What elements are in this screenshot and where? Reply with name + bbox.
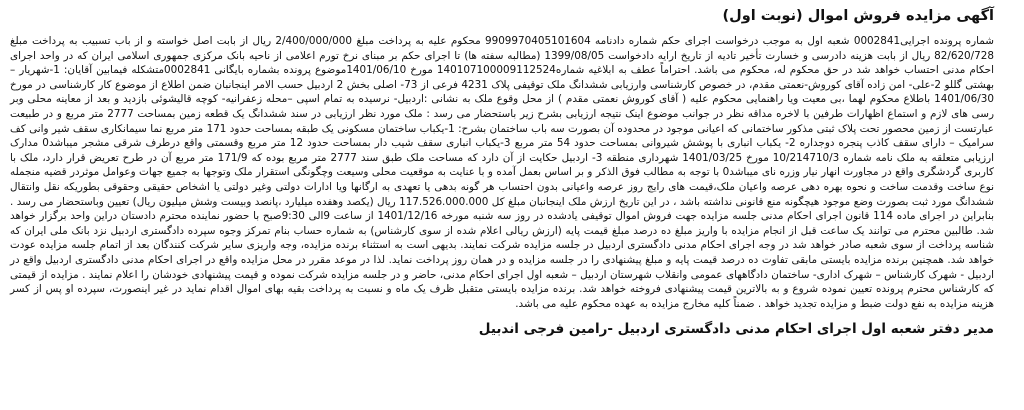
notice-signature: مدیر دفتر شعبه اول اجرای احکام مدنی دادگستری اردبیل -رامین فرجی اندبیل bbox=[478, 321, 994, 338]
notice-title: آگهی مزایده فروش اموال (نوبت اول) bbox=[722, 8, 994, 24]
notice-body: شماره پرونده اجرایی0002841 شعبه اول به موجب درخواست اجرای حکم شماره دادنامه 9909970405101604 محکوم علیه به پرداخت مبلغ 2/400/000/000 ریال از بابت اصل خواسته و از باب تسبیب به پرداخت مبلغ 82/620/728 ریال از بابت هزینه دادرسی و خسارت تأخیر تادیه از تاریخ ارایه دادخواست 1399/08/05 (مطالبه سفته ها) تا اجرای حکم بر مبنای نرخ تورم اعلامی از ناحیه بانک مرکزی جمهوری اسلامی ایران که در واحد اجرای احکام مدنی احتساب خواهد شد در حق محکوم له، محکوم می باشد. احتراماً عطف به ابلاغیه شماره140107100009112524 مورخ 1401/06/10موضوع پرونده بشماره بایگانی 0002841متشکله فیمابین آقایان: 1-شهریار – بهشتی گللو 2-علی- امن زاده آقای کوروش-نعمتی مقدم، در خصوص کارشناسی وارزیابی ششدانگ ملک توقیفی پلاک 4231 فرعی از 73- اصلی بخش 2 اردبیل حسب الامر اینجانبان ضمن اطلاع از موضوع کار کارشناسی در مورخ 1401/06/30 باطلاع محکوم لهما ،بی معیت ویا راهنمایی محکوم علیه ( آقای کوروش نعمتی مقدم ) از محل وقوع ملک به نشانی :اردبیل- نرسیده به تمام اسپی –محله زعفرانیه- کوچه قالیشوئی بازدید و بعد از معاینه محلی وبر رسی های لازم و استماع اظهارات طرفین با لاخره مداقه نظر در جوانب موضوع اینک نتیجه ارزیابی بشرح زیر باستحضار می رسد : ملک مورد نظر ارزیابی در سند ششدانگ یک قطعه زمین بمساحت 2777 متر مربع و در طبیعت عبارتست از زمین محصور تحت پلاک ثبتی مذکور ساختمانی که اعیانی موجود در محدوده آن بصورت سه باب ساختمان بشرح: 1-یکباب ساختمان مسکونی یک طبقه بمساحت حدود 171 متر مربع نما سیمانکاری سقف شیر وانی کف سرامیک – دارای سقف کاذب پنجره دوجداره 2- یکباب انباری با پوشش شیروانی بمساحت حدود 54 متر مربع 3-یکباب انباری سقف شیب دار بمساحت حدود 12 متر مربع وقسمتی واقع درطرف شرقی مشجر میباشد0 مدارک ارزیابی متعلقه به ملک نامه شماره 10/214710/3 مورخ 1401/03/25 شهرداری منطقه 3- اردبیل حکایت از آن دارد که مساحت ملک طبق سند 2777 متر مربع بوده که 171/9 متر مربع آن در طرح تعریض قرار دارد، ملک با کاربری گردشگری واقع در مجاورت انهار نیار وزره نای میباشد0 با توجه به مطالب فوق الذکر و بر اساس بعمل آمده و با عنایت به موقعیت محلی وسیعت وچگونگی استقرار ملک وتوجها به جمیع جهات وعوامل موثردر قضیه منجمله نوع ساخت وقدمت ساخت و نحوه بهره دهی عرصه واعیان ملک،قیمت های رایج روز عرصه واعیانی بدون احتساب هر گونه بدهی یا تعهدی به ارگانها ویا ادارات دولتی وغیر دولتی یا اشخاص حقیقی وحقوقی بطوریکه نقل وانتقال ششدانگ مورد ثبت بصورت وضع موجود هیچگونه منع قانونی نداشته باشد ، در این تاریخ ارزش ملک اینجانبان مبلغ کل 117.526.000.000 ریال (یکصد وهفده میلیارد ،پانصد وبیست وشش میلیون ریال) تعیین وباستحضار می رسد . بنابراین در اجرای ماده 114 قانون اجرای احکام مدنی جلسه مزایده جهت فروش اموال توقیفی یادشده در روز سه شنبه مورخه 1401/12/16 از ساعت 9الی 9:30صبح با حضور نماینده محترم دادستان دراین واحد برگزار خواهد شد. طالبین محترم می توانند یک ساعت قبل از انجام مزایده با واریز مبلغ ده درصد مبلغ قیمت پایه (ارزش ریالی اعلام شده از سوی کارشناس) به شماره حساب بنام تمرکز وجوه سپرده دادگستری اردبیل نزد بانک ملی ایران که شناسه پرداخت از سوی شعبه صادر خواهد شد در وجه اجرای احکام مدنی دادگستری اردبیل در جلسه مزایده شرکت نمایند. بدیهی است به استثناء برنده مزایده، وجه واریزی سایر شرکت کنندگان بعد از اتمام جلسه مزایده عودت خواهد شد. همچنین برنده مزایده بایستی مابقی تفاوت ده درصد قیمت پایه و مبلغ پیشنهادی را در جلسه مزایده و در همان روز پرداخت نماید. لذا در موعد مقرر در محل مزایده واقع در اجرای احکام مدنی دادگستری اردبیل واقع در اردبیل - شهرک کارشناس – شهرک اداری- ساختمان دادگاههای عمومی وانقلاب شهرستان اردبیل – شعبه اول اجرای احکام مدنی، حاضر و در جلسه مزایده شرکت نموده و قیمت پیشنهادی خودشان را اعلام نمایند . مزایده از قیمتی که کارشناس محترم پرونده تعیین نموده شروع و به بالاترین قیمت پیشنهادی فروخته خواهد شد. برنده مزایده بایستی متقبل ظرف یک ماه و نسبت به پرداخت بقیه بهای اموال اقدام نماید در غیر اینصورت، سپرده او پس از کسر هزینه مزایده به نفع دولت ضبط و مزایده تجدید خواهد . ضمناً کلیه مخارج مزایده به عهده محکوم علیه می باشد. bbox=[10, 35, 995, 310]
